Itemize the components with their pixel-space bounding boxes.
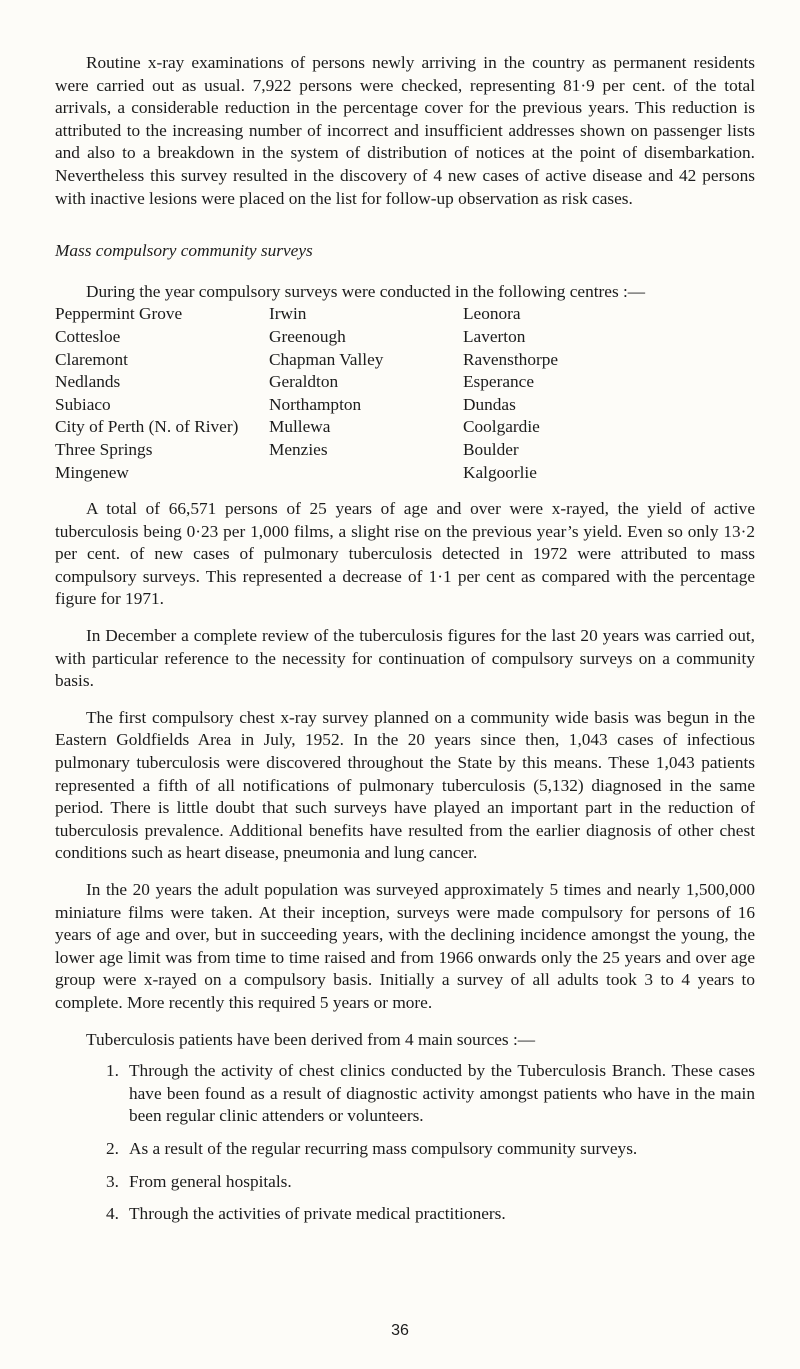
centre-name: Greenough — [269, 326, 346, 346]
list-text: Through the activity of chest clinics conducted by the Tuberculosis Branch. These cases have been found as a result of diagnostic activity amongst patients who have in the main been regular clinic attenders or volunteers. — [129, 1061, 755, 1126]
centre-name: Cottesloe — [55, 326, 121, 346]
list-text: From general hospitals. — [129, 1171, 292, 1191]
centre-name: Kalgoorlie — [463, 462, 537, 482]
list-item — [55, 1060, 755, 1128]
centres-column-2 — [269, 303, 463, 484]
centre-name: Geraldton — [269, 372, 339, 392]
centre-name: Dundas — [463, 394, 516, 414]
section-heading: Mass compulsory community surveys — [55, 241, 313, 261]
centre-name: Mingenew — [55, 462, 129, 482]
centre-name: City of Perth (N. of River) — [55, 417, 239, 437]
centre-name: Leonora — [463, 304, 521, 324]
list-text: As a result of the regular recurring mass compulsory community surveys. — [129, 1138, 638, 1158]
centres-list — [55, 303, 755, 484]
centre-name: Subiaco — [55, 394, 111, 414]
centre-name: Irwin — [269, 304, 307, 324]
centre-name: Claremont — [55, 349, 128, 369]
page-number: 36 — [391, 1322, 409, 1339]
paragraph-adult-population: In the 20 years the adult population was surveyed approximately 5 times and nearly 1,500,000 miniature films were taken. At their inception, surveys were made compulsory for persons of 16 years of age and over, but in succeeding years, with the declining incidence amongst the young, the lower age limit was from time to time raised and from 1966 onwards only the 25 years and over age group were x-rayed on a compulsory basis. Initially a survey of all adults took 3 to 4 years to complete. More recently this required 5 years or more. — [55, 880, 755, 1012]
paragraph-centres-intro: During the year compulsory surveys were conducted in the following centres :— — [86, 281, 646, 301]
list-number: 3. — [106, 1171, 119, 1191]
paragraph-routine-xray: Routine x-ray examinations of persons newly arriving in the country as permanent residents were carried out as usual. 7,922 persons were checked, representing 81·9 per cent. of the total arrivals, a considerable reduction in the percentage cover for the previous years. This reduction is attributed to the increasing number of incorrect and insufficient addresses shown on passenger lists and also to a breakdown in the system of distribution of notices at the point of disembarkation. Nevertheless this survey resulted in the discovery of 4 new cases of active disease and 42 persons with inactive lesions were placed on the list for follow-up observation as risk cases. — [55, 53, 755, 208]
centre-name: Boulder — [463, 439, 519, 459]
list-number: 4. — [106, 1204, 119, 1224]
centre-name: Three Springs — [55, 439, 153, 459]
list-number: 2. — [106, 1138, 119, 1158]
centre-name: Coolgardie — [463, 417, 540, 437]
sources-list — [55, 1060, 755, 1226]
document-page — [55, 52, 755, 1236]
centres-column-3 — [463, 303, 663, 484]
paragraph-sources-intro: Tuberculosis patients have been derived from 4 main sources :— — [86, 1029, 536, 1049]
list-item — [55, 1203, 755, 1226]
list-item — [55, 1171, 755, 1194]
centre-name: Menzies — [269, 439, 328, 459]
paragraph-first-survey: The first compulsory chest x-ray survey planned on a community wide basis was begun in the Eastern Goldfields Area in July, 1952. In the 20 years since then, 1,043 cases of infectious pulmonary tuberculosis were discovered throughout the State by this means. These 1,043 patients represented a fifth of all notifications of pulmonary tuberculosis (5,132) diagnosed in the same period. There is little doubt that such surveys have played an important part in the reduction of tuberculosis prevalence. Additional benefits have resulted from the earlier diagnosis of other chest conditions such as heart disease, pneumonia and lung cancer. — [55, 707, 755, 863]
centre-name: Mullewa — [269, 417, 331, 437]
centre-name: Laverton — [463, 326, 526, 346]
list-text: Through the activities of private medical practitioners. — [129, 1204, 506, 1224]
centre-name: Esperance — [463, 372, 534, 392]
centre-name: Ravensthorpe — [463, 349, 559, 369]
list-item — [55, 1138, 755, 1161]
centres-column-1 — [55, 303, 269, 484]
paragraph-total: A total of 66,571 persons of 25 years of age and over were x-rayed, the yield of active tuberculosis being 0·23 per 1,000 films, a slight rise on the previous year’s yield. Even so only 13·2 per cent. of new cases of pulmonary tuberculosis detected in 1972 were attributed to mass compulsory surveys. This represented a decrease of 1·1 per cent as compared with the percentage figure for 1971. — [55, 499, 755, 609]
centre-name: Northampton — [269, 394, 362, 414]
paragraph-review: In December a complete review of the tuberculosis figures for the last 20 years was carried out, with particular reference to the necessity for continuation of compulsory surveys on a community basis. — [55, 626, 755, 691]
centre-name: Nedlands — [55, 372, 121, 392]
list-number: 1. — [106, 1061, 119, 1081]
centre-name: Chapman Valley — [269, 349, 384, 369]
centre-name: Peppermint Grove — [55, 304, 183, 324]
